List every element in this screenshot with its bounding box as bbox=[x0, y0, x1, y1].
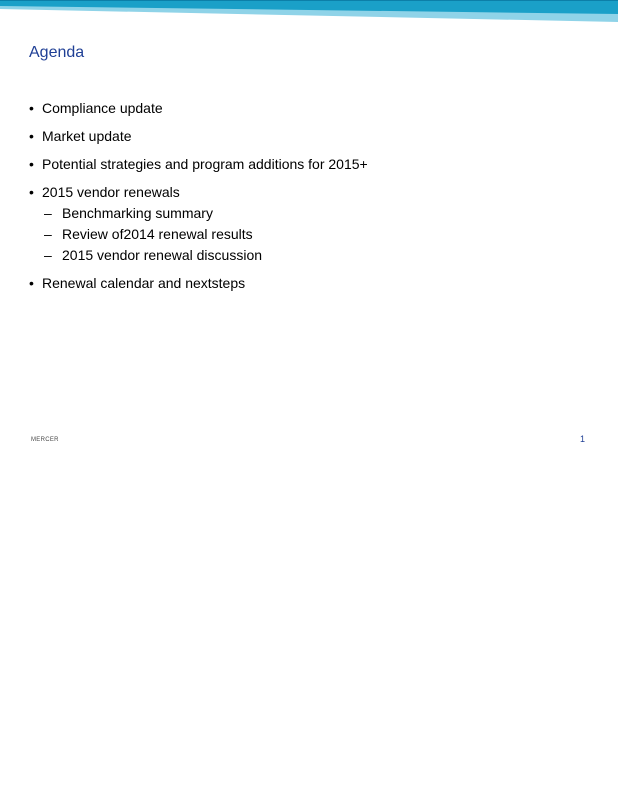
dash-marker: – bbox=[44, 226, 52, 242]
bullet-marker: • bbox=[29, 128, 34, 144]
bullet-marker: • bbox=[29, 184, 34, 200]
agenda-item bbox=[29, 127, 368, 145]
dash-marker: – bbox=[44, 205, 52, 221]
agenda-sub-list bbox=[42, 204, 368, 264]
agenda-sub-item-label: 2015 vendor renewal discussion bbox=[62, 247, 263, 263]
footer-brand-logo: MERCER bbox=[31, 437, 59, 443]
bullet-marker: • bbox=[29, 156, 34, 172]
agenda-sub-item-label: Review of2014 renewal results bbox=[62, 226, 253, 242]
agenda-item-label: 2015 vendor renewals bbox=[42, 184, 180, 200]
header-decorative-band bbox=[0, 0, 618, 24]
agenda-item-label: Potential strategies and program additions for 2015+ bbox=[42, 156, 368, 172]
agenda-sub-item-label: Benchmarking summary bbox=[62, 205, 213, 221]
dash-marker: – bbox=[44, 247, 52, 263]
agenda-item-label: Market update bbox=[42, 128, 132, 144]
agenda-item bbox=[29, 99, 368, 117]
agenda-list bbox=[29, 99, 368, 302]
page-number: 1 bbox=[580, 434, 586, 444]
agenda-item-label: Renewal calendar and nextsteps bbox=[42, 275, 246, 291]
agenda-item bbox=[29, 155, 368, 173]
agenda-sub-item bbox=[42, 204, 368, 222]
bullet-marker: • bbox=[29, 100, 34, 116]
agenda-item bbox=[29, 183, 368, 264]
agenda-item bbox=[29, 274, 368, 292]
agenda-sub-item bbox=[42, 225, 368, 243]
agenda-sub-item bbox=[42, 246, 368, 264]
agenda-item-label: Compliance update bbox=[42, 100, 163, 116]
slide-title: Agenda bbox=[29, 44, 85, 61]
bullet-marker: • bbox=[29, 275, 34, 291]
